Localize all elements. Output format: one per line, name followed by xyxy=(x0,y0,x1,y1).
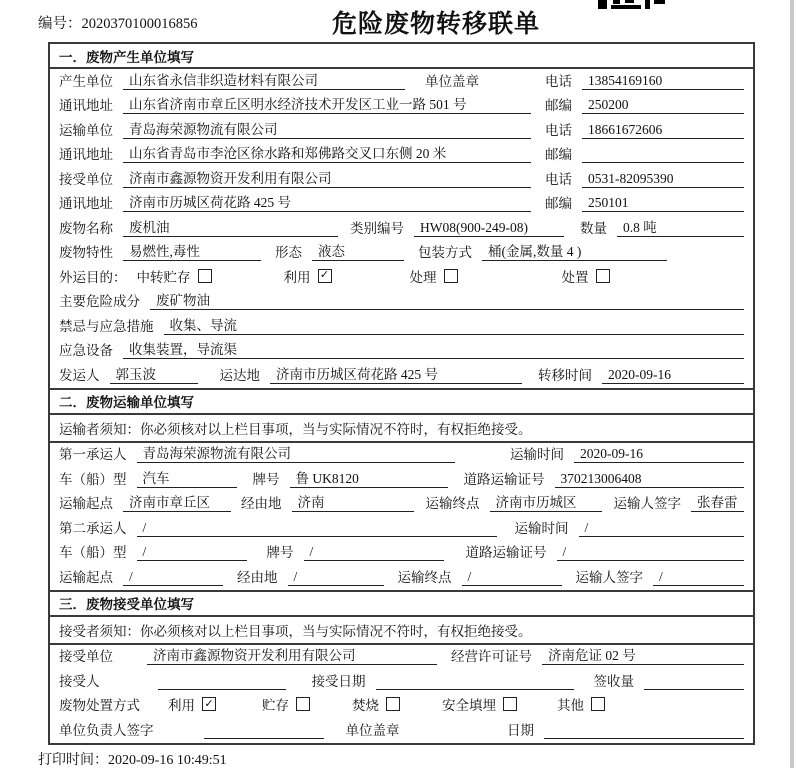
end1-label: 运输终点 xyxy=(425,496,480,511)
receiver-zip-value: 250101 xyxy=(582,195,744,212)
sign-date-label: 日期 xyxy=(507,722,534,738)
taboo-measures-value: 收集、导流 xyxy=(164,314,745,335)
accepting-person-row xyxy=(50,669,753,694)
origin1-label: 运输起点 xyxy=(59,496,113,511)
transfer-time-label: 转移时间 xyxy=(538,367,592,383)
waste-name-value: 废机油 xyxy=(123,216,338,237)
section1-title: 一．废物产生单位填写 xyxy=(50,44,753,69)
shipper-value: 郭玉波 xyxy=(110,363,198,384)
transporter-notice: 运输者须知：你必须核对以上栏目事项，当与实际情况不符时，有权拒绝接受。 xyxy=(50,415,753,443)
disposal-other-label: 其他 xyxy=(557,698,584,713)
packing-label: 包装方式 xyxy=(418,245,472,260)
producer-address-label: 通讯地址 xyxy=(59,98,113,113)
disposal-option-incinerate xyxy=(352,694,400,714)
receiver-unit-label: 接受单位 xyxy=(59,171,113,187)
disposal-incinerate-label: 焚烧 xyxy=(352,698,379,713)
purpose-storage-label: 中转贮存 xyxy=(136,269,191,285)
shipper-row xyxy=(50,363,753,388)
first-carrier-value: 青岛海荣源物流有限公司 xyxy=(137,442,455,463)
unit-seal-label: 单位盖章 xyxy=(425,73,479,89)
disposal-incinerate-checkbox xyxy=(386,697,400,711)
waste-qty-value: 0.8 吨 xyxy=(617,216,744,237)
producer-address-value: 山东省济南市章丘区明水经济技术开发区工业一路 501 号 xyxy=(123,93,531,114)
disposal-other-checkbox xyxy=(591,697,605,711)
vehicle-type1-label: 车（船）型 xyxy=(59,471,127,487)
receiver-notice: 接受者须知：你必须核对以上栏目事项，当与实际情况不符时，有权拒绝接受。 xyxy=(50,617,753,645)
purpose-treat-label: 处理 xyxy=(409,269,437,285)
unit-seal2-label: 单位盖章 xyxy=(345,722,400,738)
producer-unit-row xyxy=(50,69,753,94)
accepting-unit-label: 接受单位 xyxy=(59,649,113,664)
carrier-sign1-value: 张春雷 xyxy=(691,491,744,512)
origin1-value: 济南市章丘区 xyxy=(123,491,231,512)
transporter-zip-value xyxy=(582,147,744,163)
transfer-manifest-form xyxy=(48,42,755,745)
responsible-sign-label: 单位负责人签字 xyxy=(59,722,154,738)
plate1-label: 牌号 xyxy=(252,471,280,487)
waste-code-label: 类别编号 xyxy=(350,220,404,236)
receiver-phone-value: 0531-82095390 xyxy=(582,171,744,188)
waste-traits-value: 易燃性,毒性 xyxy=(123,240,261,261)
second-carrier-label: 第二承运人 xyxy=(59,520,127,536)
taboo-measures-label: 禁忌与应急措施 xyxy=(59,318,154,334)
second-carrier-value: / xyxy=(137,520,497,537)
producer-zip-value: 250200 xyxy=(582,97,744,114)
receiver-address-value: 济南市历城区荷花路 425 号 xyxy=(123,191,531,212)
end1-value: 济南市历城区 xyxy=(490,491,602,512)
purpose-dispose-label: 处置 xyxy=(561,269,589,285)
producer-phone-value: 13854169160 xyxy=(582,73,744,90)
emergency-equipment-row xyxy=(50,339,753,364)
accepting-person-value xyxy=(158,674,286,690)
purpose-treat-checkbox xyxy=(444,269,458,283)
accept-date-label: 接受日期 xyxy=(311,673,366,689)
producer-unit-label: 产生单位 xyxy=(59,73,113,89)
receiver-address-row xyxy=(50,192,753,217)
receiver-phone-label: 电话 xyxy=(545,171,572,187)
road-cert2-value: / xyxy=(557,544,745,561)
vehicle2-row xyxy=(50,541,753,566)
purpose-utilize-label: 利用 xyxy=(283,269,311,285)
vehicle-type1-value: 汽车 xyxy=(137,467,237,488)
emergency-equipment-label: 应急设备 xyxy=(59,343,113,358)
via1-label: 经由地 xyxy=(241,496,282,511)
disposal-method-row xyxy=(50,694,753,719)
first-carrier-row xyxy=(50,443,753,468)
accepting-person-label: 接受人 xyxy=(59,673,100,689)
producer-address-row xyxy=(50,94,753,119)
purpose-option-treat xyxy=(410,266,458,286)
transport-time2-label: 运输时间 xyxy=(514,520,569,536)
transporter-address-row xyxy=(50,143,753,168)
receiver-address-label: 通讯地址 xyxy=(59,196,113,211)
print-time: 打印时间：2020-09-16 10:49:51 xyxy=(38,753,227,768)
transport-time2-value: / xyxy=(579,520,745,537)
page-title: 危险废物转移联单 xyxy=(332,10,541,38)
via1-value: 济南 xyxy=(292,491,414,512)
road-cert2-label: 道路运输证号 xyxy=(465,545,547,560)
waste-form-value: 液态 xyxy=(312,240,404,261)
permit-label: 经营许可证号 xyxy=(451,649,532,664)
hazard-component-label: 主要危险成分 xyxy=(59,294,140,309)
document-number: 编号：2020370100016856 xyxy=(38,16,198,32)
section2-title: 二．废物运输单位填写 xyxy=(50,388,753,415)
shipper-label: 发运人 xyxy=(59,367,100,383)
destination-value: 济南市历城区荷花路 425 号 xyxy=(270,363,522,384)
receiver-unit-value: 济南市鑫源物资开发利用有限公司 xyxy=(123,167,531,188)
hazard-component-row xyxy=(50,290,753,315)
purpose-option-storage xyxy=(137,266,212,286)
origin2-label: 运输起点 xyxy=(59,569,113,585)
accepting-unit-value: 济南市鑫源物资开发利用有限公司 xyxy=(147,644,437,665)
destination-label: 运达地 xyxy=(219,367,260,383)
disposal-utilize-label: 利用 xyxy=(168,698,195,713)
plate2-label: 牌号 xyxy=(266,545,294,560)
section3-title: 三．废物接受单位填写 xyxy=(50,590,753,617)
signed-qty-value xyxy=(644,674,744,690)
transporter-zip-label: 邮编 xyxy=(545,147,572,162)
responsible-sign-value xyxy=(204,723,324,739)
disposal-utilize-checkbox: ✓ xyxy=(202,697,216,711)
first-carrier-label: 第一承运人 xyxy=(59,447,127,462)
end2-label: 运输终点 xyxy=(397,569,452,585)
producer-phone-label: 电话 xyxy=(545,73,572,89)
emergency-equipment-value: 收集装置，导流渠 xyxy=(123,338,744,359)
route1-row xyxy=(50,492,753,517)
disposal-option-storage xyxy=(262,694,310,714)
waste-code-value: HW08(900-249-08) xyxy=(414,220,564,237)
disposal-option-utilize xyxy=(168,694,216,714)
vehicle-type2-value: / xyxy=(137,544,247,561)
disposal-landfill-checkbox xyxy=(503,697,517,711)
producer-unit-value: 山东省永信非织造材料有限公司 xyxy=(123,69,405,90)
sign-date-value xyxy=(544,723,744,739)
transfer-time-value: 2020-09-16 xyxy=(602,367,744,384)
waste-name-label: 废物名称 xyxy=(59,220,113,236)
receiver-zip-label: 邮编 xyxy=(545,196,572,211)
waste-traits-label: 废物特性 xyxy=(59,245,113,260)
permit-value: 济南危证 02 号 xyxy=(542,644,744,665)
receiver-unit-row xyxy=(50,167,753,192)
end2-value: / xyxy=(462,569,562,586)
transporter-phone-label: 电话 xyxy=(545,122,572,138)
transport-time1-value: 2020-09-16 xyxy=(574,446,744,463)
disposal-storage-checkbox xyxy=(296,697,310,711)
disposal-option-landfill xyxy=(442,694,517,714)
via2-label: 经由地 xyxy=(237,569,278,585)
transporter-address-label: 通讯地址 xyxy=(59,147,113,162)
packing-value: 桶(金属,数量 4 ) xyxy=(482,240,667,261)
scrollbar[interactable] xyxy=(790,0,794,768)
accept-date-value xyxy=(376,674,574,690)
route2-row xyxy=(50,565,753,590)
transporter-phone-value: 18661672606 xyxy=(582,122,744,139)
origin2-value: / xyxy=(123,569,223,586)
purpose-storage-checkbox xyxy=(198,269,212,283)
transport-purpose-row xyxy=(50,265,753,290)
via2-value: / xyxy=(288,569,384,586)
vehicle1-row xyxy=(50,467,753,492)
accepting-unit-row xyxy=(50,645,753,670)
disposal-landfill-label: 安全填埋 xyxy=(442,698,496,713)
disposal-method-label: 废物处置方式 xyxy=(59,698,140,713)
purpose-option-utilize xyxy=(284,266,332,286)
disposal-option-other xyxy=(557,694,605,714)
hazard-component-value: 废矿物油 xyxy=(150,289,744,310)
transporter-unit-value: 青岛海荣源物流有限公司 xyxy=(123,118,531,139)
carrier-sign2-label: 运输人签字 xyxy=(575,569,643,585)
producer-zip-label: 邮编 xyxy=(545,98,572,113)
waste-form-label: 形态 xyxy=(275,245,302,260)
transporter-unit-row xyxy=(50,118,753,143)
purpose-utilize-checkbox: ✓ xyxy=(318,269,332,283)
carrier-sign1-label: 运输人签字 xyxy=(613,496,681,511)
taboo-measures-row xyxy=(50,314,753,339)
transport-time1-label: 运输时间 xyxy=(510,447,564,462)
responsible-sign-row xyxy=(50,718,753,743)
disposal-storage-label: 贮存 xyxy=(262,698,289,713)
purpose-dispose-checkbox xyxy=(596,269,610,283)
transport-purpose-label: 外运目的： xyxy=(59,269,127,285)
waste-qty-label: 数量 xyxy=(580,220,607,236)
plate1-value: 鲁 UK8120 xyxy=(290,467,448,488)
transporter-address-value: 山东省青岛市李沧区徐水路和郑佛路交叉口东侧 20 米 xyxy=(123,142,531,163)
transporter-unit-label: 运输单位 xyxy=(59,122,113,138)
purpose-option-dispose xyxy=(562,266,610,286)
road-cert1-label: 道路运输证号 xyxy=(463,471,545,487)
waste-traits-row xyxy=(50,241,753,266)
waste-name-row xyxy=(50,216,753,241)
vehicle-type2-label: 车（船）型 xyxy=(59,545,127,560)
second-carrier-row xyxy=(50,516,753,541)
signed-qty-label: 签收量 xyxy=(593,673,634,689)
qr-code-fragment xyxy=(598,0,666,9)
road-cert1-value: 370213006408 xyxy=(555,471,745,488)
plate2-value: / xyxy=(304,544,444,561)
carrier-sign2-value: / xyxy=(653,569,744,586)
